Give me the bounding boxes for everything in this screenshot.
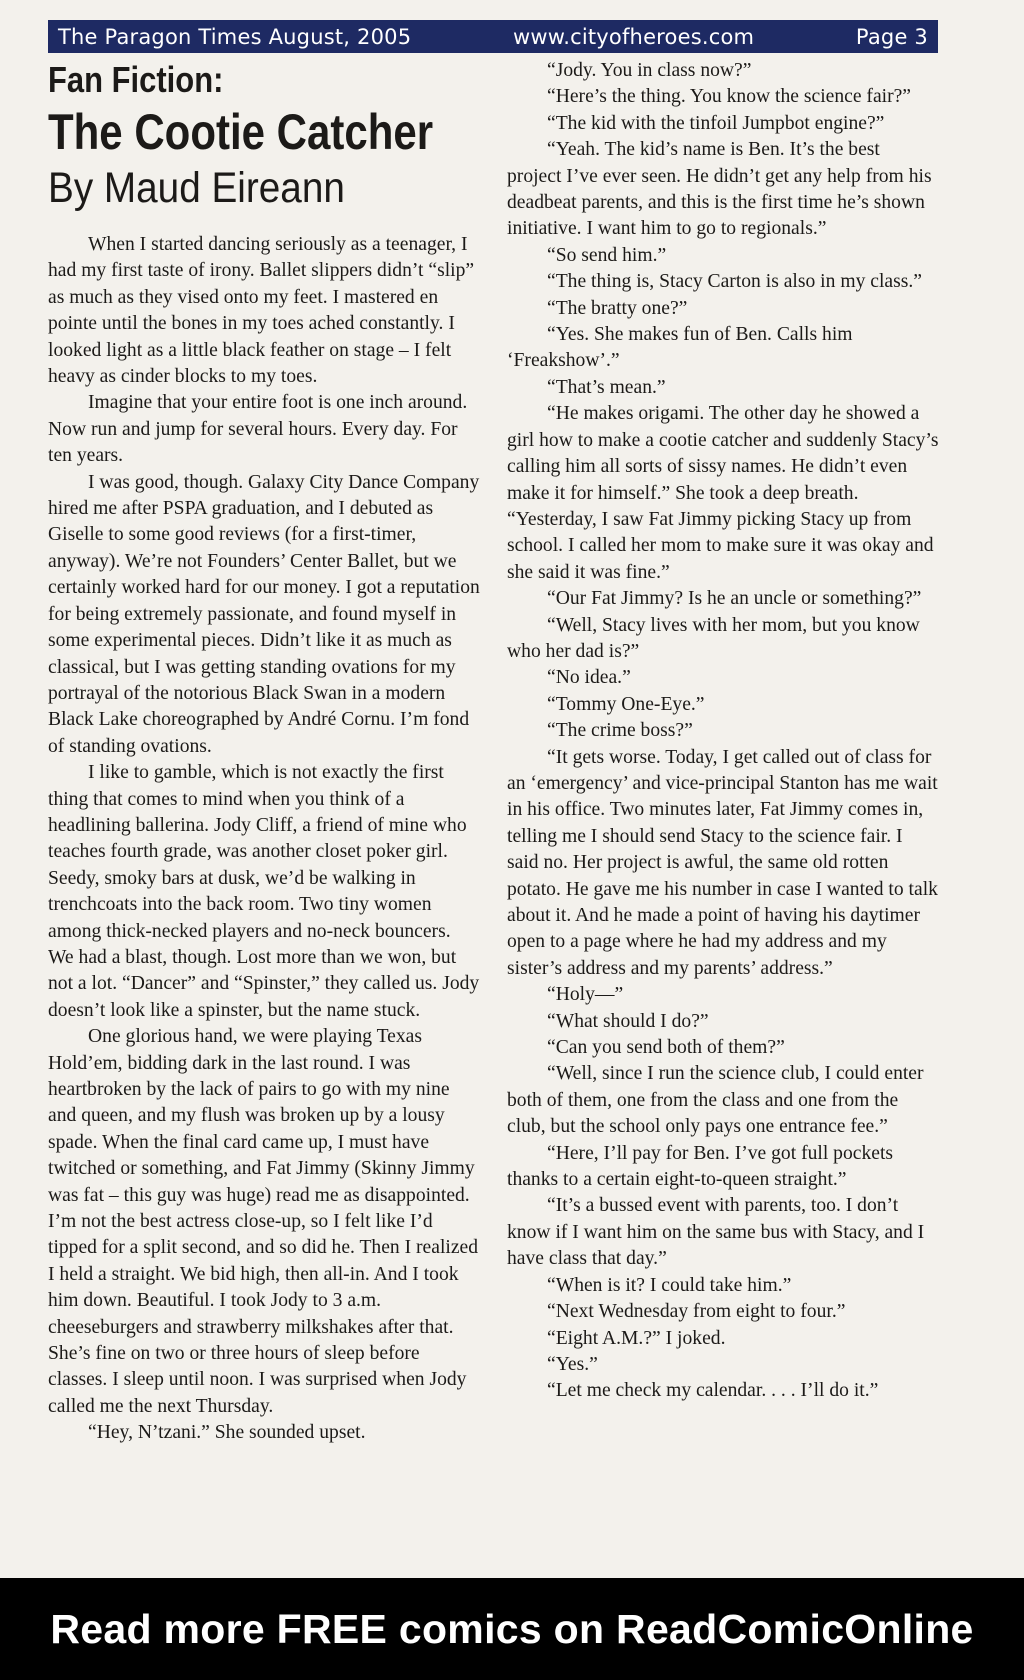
article-paragraph: “Holy—” xyxy=(547,984,624,1006)
article-paragraph: “He makes origami. The other day he showed a girl how to make a cootie catcher and suddenly Stacy’s calling him all sorts of sissy names. He didn’t even make it for himself.” She took a deep breath. “Yesterday, I saw Fat Jimmy picking Stacy up from school. I called her mom to make sure it was okay and she said it was fine.” xyxy=(507,403,939,583)
article-paragraph: “Here’s the thing. You know the science fair?” xyxy=(547,86,912,108)
article-paragraph: “The crime boss?” xyxy=(547,720,693,742)
article-paragraph: “The kid with the tinfoil Jumpbot engine?” xyxy=(547,112,885,134)
article-paragraph: “The thing is, Stacy Carton is also in my class.” xyxy=(547,271,922,293)
left-column-body xyxy=(48,232,480,1447)
right-column-body xyxy=(507,58,939,1405)
article-paragraph: “What should I do?” xyxy=(547,1010,709,1032)
article-paragraph: “Yeah. The kid’s name is Ben. It’s the best project I’ve ever seen. He didn’t get any help from his deadbeat parents, and this is the first time he’s shown initiative. I want him to go to regionals.” xyxy=(507,139,932,240)
article-byline: By Maud Eireann xyxy=(48,164,345,212)
article-kicker: Fan Fiction: xyxy=(48,59,224,100)
article-paragraph: “Tommy One-Eye.” xyxy=(547,693,705,715)
article-paragraph: I was good, though. Galaxy City Dance Company hired me after PSPA graduation, and I debuted as Giselle to some good reviews (for a first-timer, anyway). We’re not Founders’ Center Ballet, but we certainly worked hard for our money. I got a reputation for being extremely passionate, and found myself in some experimental pieces. Didn’t like it as much as classical, but I was getting standing ovations for my portrayal of the notorious Black Swan in a modern Black Lake choreographed by André Cornu. I’m fond of standing ovations. xyxy=(48,471,480,757)
article-title: The Cootie Catcher xyxy=(48,104,434,160)
article-paragraph: I like to gamble, which is not exactly the first thing that comes to mind when you think of a headlining ballerina. Jody Cliff, a friend of mine who teaches fourth grade, was another closet poker girl. Seedy, smoky bars at dusk, we’d be walking in trenchcoats into the back room. Two tiny women among thick-necked players and no-neck bouncers. We had a blast, though. Lost more than we won, but not a lot. “Dancer” and “Spinster,” they called us. Jody doesn’t look like a spinster, but the name stuck. xyxy=(48,762,480,1021)
website-url: www.cityofheroes.com xyxy=(513,24,755,49)
article-paragraph: “Here, I’ll pay for Ben. I’ve got full pockets thanks to a certain eight-to-queen straight.” xyxy=(507,1142,894,1191)
article-paragraph: “Eight A.M.?” I joked. xyxy=(547,1327,726,1349)
article-paragraph: “Jody. You in class now?” xyxy=(547,60,752,81)
article-paragraph: One glorious hand, we were playing Texas Hold’em, bidding dark in the last round. I was heartbroken by the lack of pairs to go with my nine and queen, and my flush was broken up by a lousy spade. When the final card came up, I must have twitched or something, and Fat Jimmy (Skinny Jimmy was fat – this guy was huge) read me as disappointed. I’m not the best actress close-up, so I felt like I’d tipped for a split second, and so did he. Then I realized I held a straight. We bid high, then all-in. And I took him down. Beautiful. I took Jody to 3 a.m. cheeseburgers and strawberry milkshakes after that. She’s fine on two or three hours of sleep before classes. I sleep until noon. I was surprised when Jody called me the next Thursday. xyxy=(48,1026,479,1417)
page-header-bar xyxy=(48,20,938,53)
page-number: Page 3 xyxy=(855,24,928,49)
article-paragraph: “Yes.” xyxy=(547,1353,598,1375)
footer-banner-text: Read more FREE comics on ReadComicOnline xyxy=(50,1605,974,1652)
article-paragraph: “When is it? I could take him.” xyxy=(547,1274,792,1296)
article-paragraph: When I started dancing seriously as a teenager, I had my first taste of irony. Ballet slippers didn’t “slip” as much as they vised onto my feet. I mastered en pointe until the bones in my toes ached constantly. I looked light as a little black feather on stage – I felt heavy as cinder blocks to my toes. xyxy=(48,234,475,388)
article-paragraph: “Can you send both of them?” xyxy=(547,1037,785,1059)
article-paragraph: “Our Fat Jimmy? Is he an uncle or something?” xyxy=(547,588,922,610)
publication-title: The Paragon Times August, 2005 xyxy=(58,24,412,49)
article-paragraph: “Let me check my calendar. . . . I’ll do it.” xyxy=(547,1380,879,1402)
article-paragraph: “The bratty one?” xyxy=(547,297,688,319)
article-paragraph: “So send him.” xyxy=(547,244,667,266)
article-paragraph: “No idea.” xyxy=(547,667,631,689)
article-paragraph: “Next Wednesday from eight to four.” xyxy=(547,1301,846,1323)
article-paragraph: “It’s a bussed event with parents, too. I don’t know if I want him on the same bus with Stacy, and I have class that day.” xyxy=(507,1195,925,1270)
left-column xyxy=(48,58,480,1447)
article-paragraph: “It gets worse. Today, I get called out of class for an ‘emergency’ and vice-principal Stanton has me wait in his office. Two minutes later, Fat Jimmy comes in, telling me I should send Stacy to the science fair. I said no. Her project is awful, the same old rotten potato. He gave me his number in case I wanted to talk about it. And he made a point of having his daytimer open to a page where he had my address and my sister’s address and my parents’ address.” xyxy=(507,746,938,979)
article-paragraph: “Yes. She makes fun of Ben. Calls him ‘Freakshow’.” xyxy=(507,324,853,372)
article-paragraph: “Well, Stacy lives with her mom, but you know who her dad is?” xyxy=(507,614,920,662)
article-paragraph: “That’s mean.” xyxy=(547,376,666,398)
footer-banner[interactable] xyxy=(0,1578,1024,1680)
article-paragraph: “Hey, N’tzani.” She sounded upset. xyxy=(88,1422,366,1444)
article-paragraph: “Well, since I run the science club, I could enter both of them, one from the class and one from the club, but the school only pays one entrance fee.” xyxy=(507,1063,924,1138)
article-paragraph: Imagine that your entire foot is one inch around. Now run and jump for several hours. Every day. For ten years. xyxy=(48,392,468,467)
right-column xyxy=(507,58,939,1405)
